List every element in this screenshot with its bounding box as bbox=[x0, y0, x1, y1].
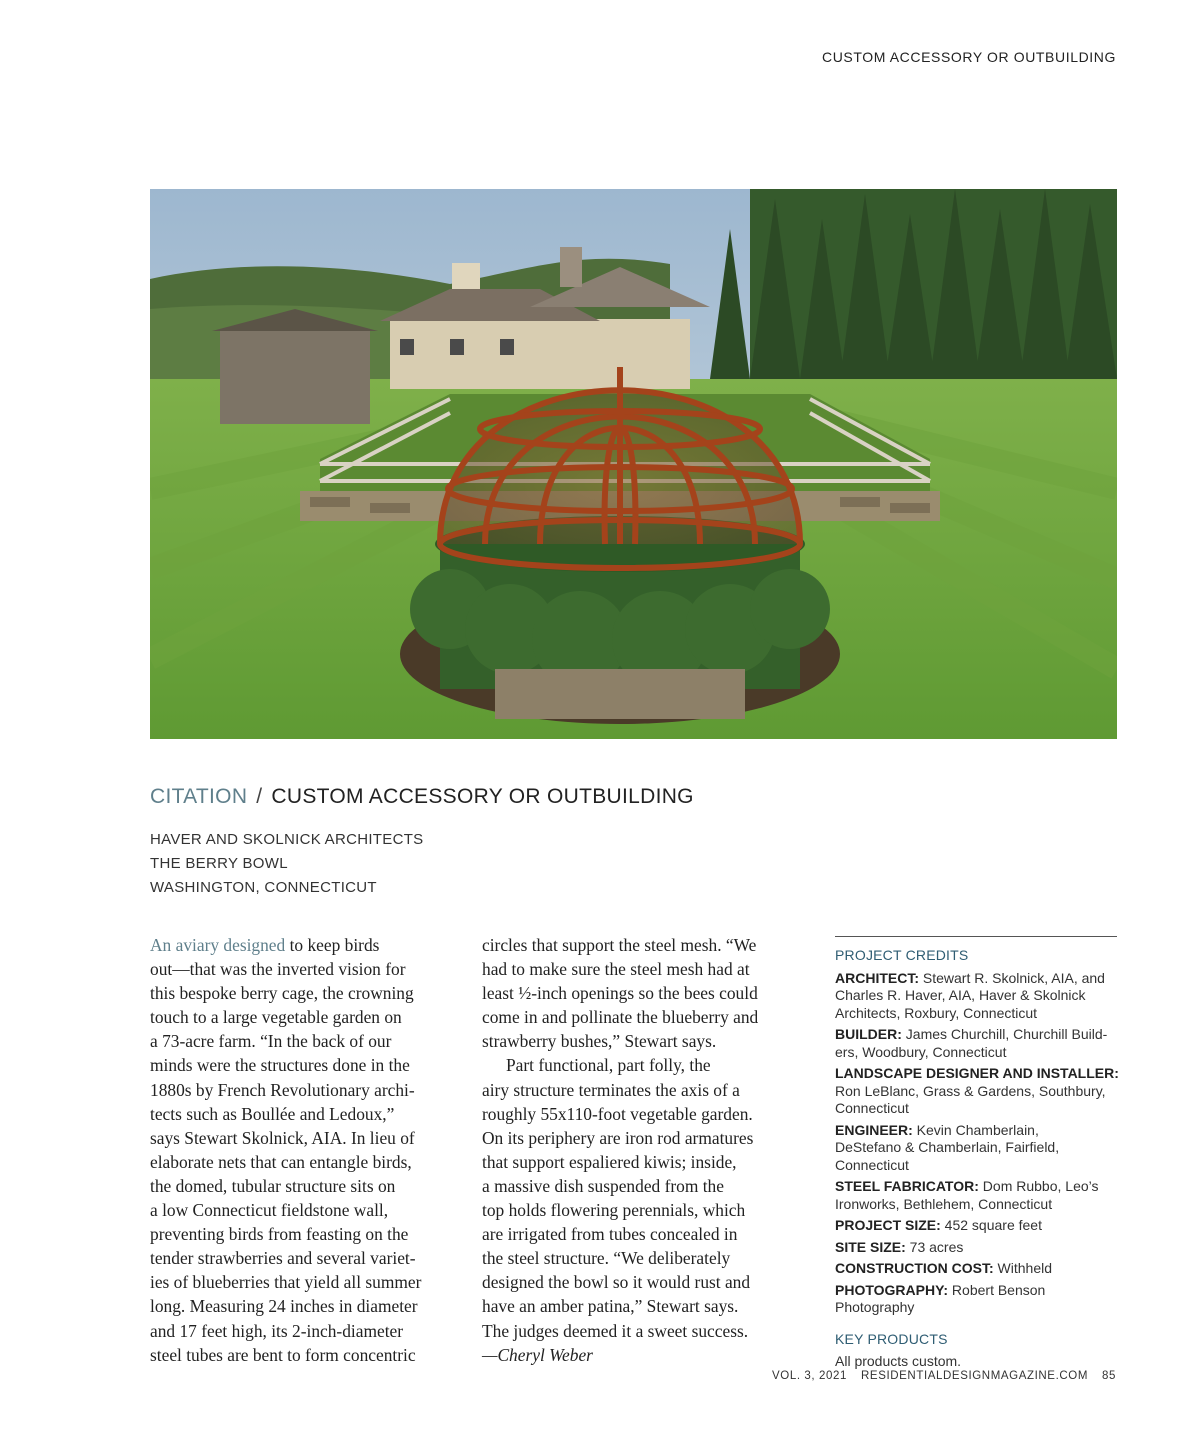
article-line: circles that support the steel mesh. “We bbox=[482, 935, 757, 955]
aviary-garden-illustration bbox=[150, 189, 1117, 739]
credit-steel-fabricator: STEEL FABRICATOR: Dom Rubbo, Leo’s Ironworks, Bethlehem, Connecticut bbox=[835, 1178, 1099, 1212]
article-line: top holds flowering perennials, which bbox=[482, 1200, 746, 1221]
award-separator: / bbox=[256, 785, 263, 808]
article-line: strawberry bushes,” Stewart says. bbox=[482, 1031, 717, 1052]
section-header: CUSTOM ACCESSORY OR OUTBUILDING bbox=[822, 49, 1116, 65]
article-line: come in and pollinate the blueberry and bbox=[482, 1007, 759, 1028]
credit-construction-cost: CONSTRUCTION COST: Withheld bbox=[835, 1260, 1053, 1276]
credit-builder: BUILDER: James Churchill, Churchill Build- ers, Woodbury, Connecticut bbox=[835, 1026, 1108, 1060]
article-line: minds were the structures done in the bbox=[150, 1055, 410, 1076]
credit-engineer: ENGINEER: Kevin Chamberlain, DeStefano & Chamberlain, Fairfield, Connecticut bbox=[835, 1121, 1060, 1173]
article-line: designed the bowl so it would rust and bbox=[482, 1272, 751, 1293]
page-number: 85 bbox=[1102, 1370, 1116, 1382]
article-line: the steel structure. “We deliberately bbox=[482, 1248, 731, 1269]
article-lead-in: An aviary designed bbox=[150, 935, 286, 955]
article-line: this bespoke berry cage, the crowning bbox=[150, 983, 414, 1004]
article-column-1 bbox=[150, 933, 450, 1367]
article-line: a massive dish suspended from the bbox=[482, 1175, 724, 1196]
article-line: the domed, tubular structure sits on bbox=[150, 1175, 396, 1196]
award-category: CUSTOM ACCESSORY OR OUTBUILDING bbox=[271, 785, 694, 808]
award-title bbox=[150, 785, 694, 809]
article-line: The judges deemed it a sweet success. bbox=[482, 1320, 749, 1341]
project-location: WASHINGTON, CONNECTICUT bbox=[150, 879, 377, 896]
article-line: On its periphery are iron rod armatures bbox=[482, 1127, 754, 1148]
credit-site-size: SITE SIZE: 73 acres bbox=[835, 1238, 964, 1255]
article-line: tender strawberries and several variet- bbox=[150, 1248, 416, 1269]
article-line: least ½-inch openings so the bees could bbox=[482, 983, 758, 1004]
article-line: had to make sure the steel mesh had at bbox=[482, 959, 750, 980]
key-products-text: All products custom. bbox=[835, 1353, 962, 1369]
article-column-2 bbox=[482, 933, 792, 1367]
award-level: CITATION bbox=[150, 785, 248, 808]
issue-label: VOL. 3, 2021 bbox=[772, 1370, 848, 1382]
article-line: long. Measuring 24 inches in diameter bbox=[150, 1296, 418, 1317]
article-line: steel tubes are bent to form concentric bbox=[150, 1344, 416, 1365]
article-line: that support espaliered kiwis; inside, bbox=[482, 1151, 737, 1172]
article-line: 1880s by French Revolutionary archi- bbox=[150, 1079, 415, 1100]
credit-photography: PHOTOGRAPHY: Robert Benson Photography bbox=[835, 1281, 1046, 1315]
article-line: and 17 feet high, its 2-inch-diameter bbox=[150, 1320, 404, 1341]
article-line: touch to a large vegetable garden on bbox=[150, 1007, 402, 1028]
article-line: roughly 55x110-foot vegetable garden. bbox=[482, 1103, 753, 1124]
article-line: tects such as Boullée and Ledoux,” bbox=[150, 1103, 395, 1124]
article-byline: —Cheryl Weber bbox=[482, 1344, 593, 1365]
credits-heading: PROJECT CREDITS bbox=[835, 947, 969, 963]
key-products-heading: KEY PRODUCTS bbox=[835, 1330, 948, 1347]
article-line: airy structure terminates the axis of a bbox=[482, 1079, 740, 1100]
article-line: An aviary designed to keep birds bbox=[150, 935, 380, 955]
firm-name: HAVER AND SKOLNICK ARCHITECTS bbox=[150, 831, 424, 848]
berry-bowl-photo bbox=[150, 189, 1117, 739]
project-name: THE BERRY BOWL bbox=[150, 855, 288, 872]
credit-project-size: PROJECT SIZE: 452 square feet bbox=[835, 1217, 1042, 1233]
credit-architect: ARCHITECT: Stewart R. Skolnick, AIA, and Charles R. Haver, AIA, Haver & Skolnick Architects, Roxbury, Connecticut bbox=[835, 969, 1105, 1021]
article-line: elaborate nets that can entangle birds, bbox=[150, 1151, 412, 1172]
article-line: out—that was the inverted vision for bbox=[150, 959, 406, 980]
article-line: Part functional, part folly, the bbox=[506, 1055, 711, 1076]
credit-landscape: LANDSCAPE DESIGNER AND INSTALLER: Ron LeBlanc, Grass & Gardens, Southbury, Connecticut bbox=[835, 1065, 1119, 1116]
article-line: ies of blueberries that yield all summer bbox=[150, 1272, 422, 1293]
article-line: preventing birds from feasting on the bbox=[150, 1224, 409, 1245]
article-line: a low Connecticut fieldstone wall, bbox=[150, 1200, 389, 1221]
project-info bbox=[150, 828, 423, 900]
article-line: have an amber patina,” Stewart says. bbox=[482, 1296, 739, 1317]
website-label: RESIDENTIALDESIGNMAGAZINE.COM bbox=[861, 1370, 1088, 1382]
page-footer bbox=[758, 1370, 1116, 1382]
article-line: a 73-acre farm. “In the back of our bbox=[150, 1031, 392, 1052]
project-credits bbox=[835, 936, 1117, 1371]
article-line: are irrigated from tubes concealed in bbox=[482, 1224, 738, 1245]
article-line: says Stewart Skolnick, AIA. In lieu of bbox=[150, 1127, 415, 1148]
